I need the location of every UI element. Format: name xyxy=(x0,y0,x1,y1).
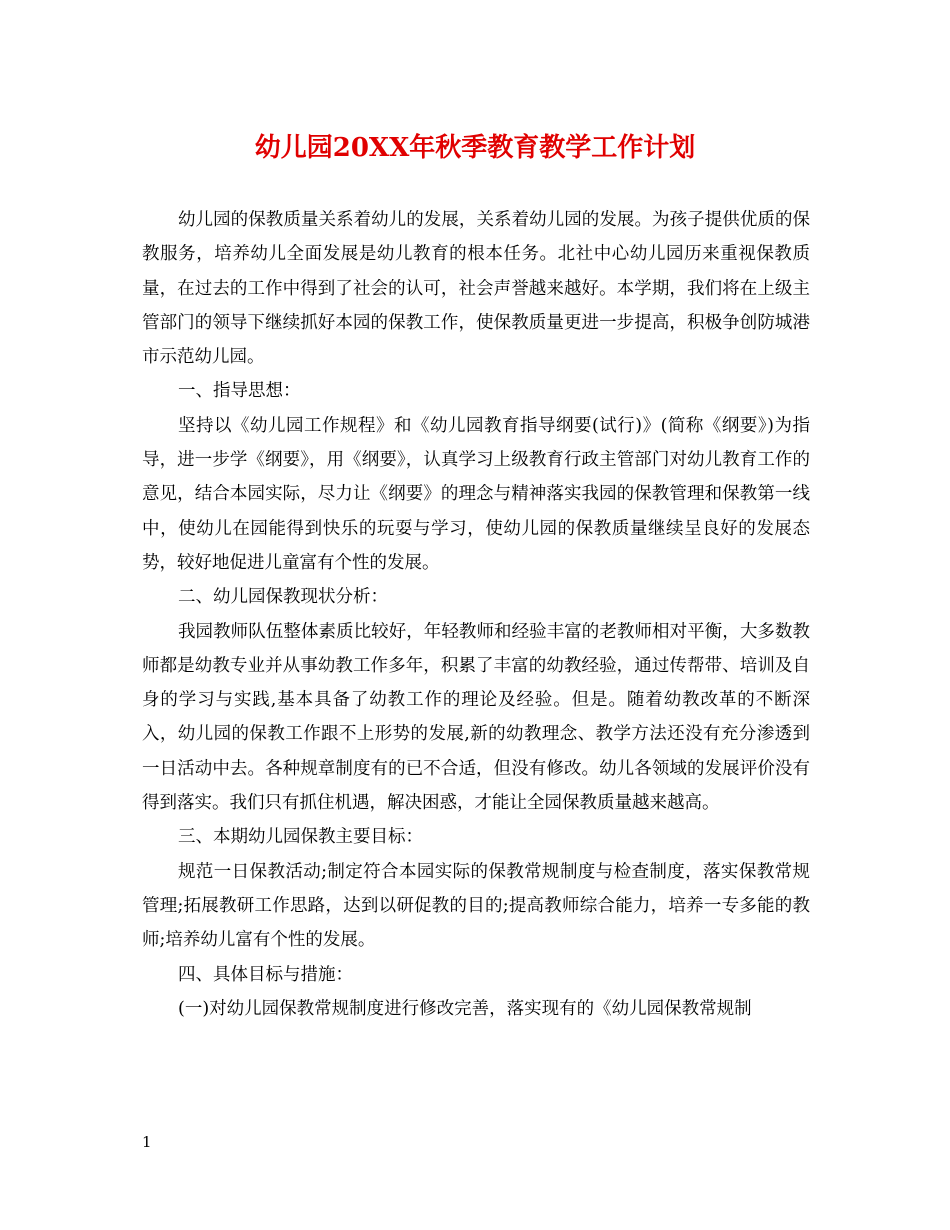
page-number: 1 xyxy=(142,1133,152,1151)
section-heading-status-analysis: 二、幼儿园保教现状分析： xyxy=(178,587,388,608)
status-analysis-paragraph: 我园教师队伍整体素质比较好，年轻教师和经验丰富的老教师相对平衡，大多数教师都是幼教专业并从事幼教工作多年，积累了丰富的幼教经验，通过传帮带、培训及自身的学习与实践,基本具备了幼教工作的理论及经验。但是。随着幼教改革的不断深入，幼儿园的保教工作跟不上形势的发展,新的幼教理念、教学方法还没有充分渗透到一日活动中去。各种规章制度有的已不合适，但没有修改。幼儿各领域的发展评价没有得到落实。我们只有抓住机遇，解决困惑，才能让全园保教质量越来越高。 xyxy=(142,621,810,814)
document-body xyxy=(142,203,810,1026)
page-title: 幼儿园20XX年秋季教育教学工作计划 xyxy=(254,133,696,163)
main-goals-paragraph: 规范一日保教活动;制定符合本园实际的保教常规制度与检查制度，落实保教常规管理;拓展教研工作思路，达到以研促教的目的;提高教师综合能力，培养一专多能的教师;培养幼儿富有个性的发展。 xyxy=(142,861,810,951)
goals-measures-paragraph: (一)对幼儿园保教常规制度进行修改完善，落实现有的《幼儿园保教常规制 xyxy=(178,998,752,1019)
section-heading-guiding-ideology: 一、指导思想： xyxy=(178,381,301,402)
guiding-ideology-paragraph: 坚持以《幼儿园工作规程》和《幼儿园教育指导纲要(试行)》(简称《纲要》)为指导，进一步学《纲要》，用《纲要》，认真学习上级教育行政主管部门对幼儿教育工作的意见，结合本园实际，尽力让《纲要》的理念与精神落实我园的保教管理和保教第一线中，使幼儿在园能得到快乐的玩耍与学习，使幼儿园的保教质量继续呈良好的发展态势，较好地促进儿童富有个性的发展。 xyxy=(142,415,810,573)
section-heading-main-goals: 三、本期幼儿园保教主要目标： xyxy=(178,827,423,848)
intro-paragraph: 幼儿园的保教质量关系着幼儿的发展，关系着幼儿园的发展。为孩子提供优质的保教服务，培养幼儿全面发展是幼儿教育的根本任务。北社中心幼儿园历来重视保教质量，在过去的工作中得到了社会的认可，社会声誉越来越好。本学期，我们将在上级主管部门的领导下继续抓好本园的保教工作，使保教质量更进一步提高，积极争创防城港市示范幼儿园。 xyxy=(142,210,810,368)
section-heading-goals-measures: 四、具体目标与措施： xyxy=(178,964,353,985)
